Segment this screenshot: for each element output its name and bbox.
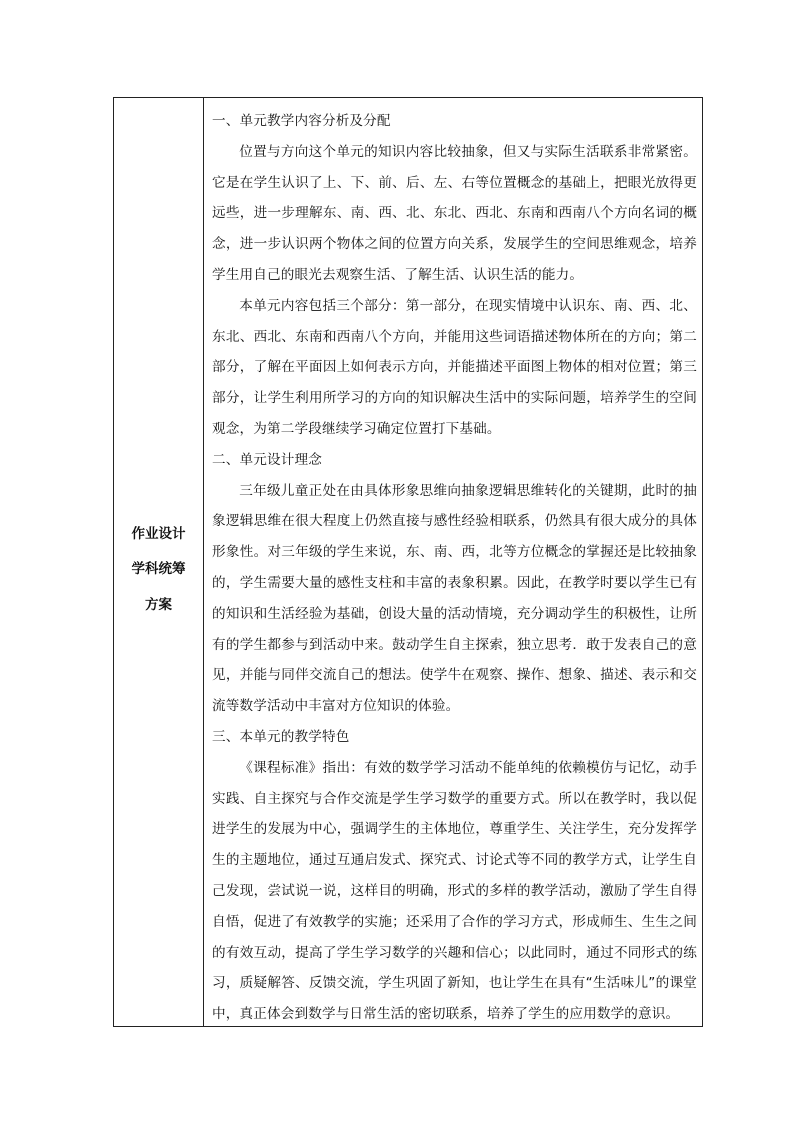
row-label-line-1: 作业设计: [131, 525, 186, 542]
row-label-line-2: 学科统筹: [131, 561, 186, 578]
section-heading-3: 三、本单元的教学特色: [212, 728, 350, 745]
content-cell: [204, 98, 702, 1026]
section-3-paragraph-1: 《课程标准》指出：有效的数学学习活动不能单纯的依赖模仿与记忆，动手实践、自主探究与合作交流是学生学习数学的重要方式。所以在教学时，我以促进学生的发展为中心，强调学生的主体地位，尊重学生、关注学生，充分发挥学生的主题地位，通过互通启发式、探究式、讨论式等不同的教学方式，让学生自己发现，尝试说一说，这样目的明确，形式的多样的教学活动，激励了学生自得自悟，促进了有效教学的实施；还采用了合作的学习方式，形成师生、生生之间的有效互动，提高了学生学习数学的兴趣和信心；以此同时，通过不同形式的练习，质疑解答、反馈交流，学生巩固了新知，也让学生在具有“生活味儿”的课堂中，真正体会到数学与日常生活的密切联系，培养了学生的应用数学的意识。: [212, 759, 697, 1023]
homework-design-table: [113, 97, 703, 1027]
section-1-paragraph-2: 本单元内容包括三个部分：第一部分，在现实情境中认识东、南、西、北、东北、西北、东南和西南八个方向，并能用这些词语描述物体所在的方向；第二部分，了解在平面因上如何表示方向，并能描述平面图上物体的相对位置；第三部分，让学生利用所学习的方向的知识解决生活中的实际问题，培养学生的空间观念，为第二学段继续学习确定位置打下基础。: [212, 297, 697, 437]
section-1-paragraph-1: 位置与方向这个单元的知识内容比较抽象，但又与实际生活联系非常紧密。它是在学生认识了上、下、前、后、左、右等位置概念的基础上，把眼光放得更远些，进一步理解东、南、西、北、东北、西北、东南和西南八个方向名词的概念，进一步认识两个物体之间的位置方向关系，发展学生的空间思维观念，培养学生用自己的眼光去观察生活、了解生活、认识生活的能力。: [212, 143, 697, 283]
section-heading-2: 二、单元设计理念: [212, 451, 322, 468]
section-2-paragraph-1: 三年级儿童正处在由具体形象思维向抽象逻辑思维转化的关键期，此时的抽象逻辑思维在很大程度上仍然直接与感性经验相联系，仍然具有很大成分的具体形象性。对三年级的学生来说，东、南、西，北等方位概念的掌握还是比较抽象的，学生需要大量的感性支柱和丰富的表象积累。因此，在教学时要以学生已有的知识和生活经验为基础，创设大量的活动情境，充分调动学生的积极性，让所有的学生都参与到活动中来。鼓动学生自主探索，独立思考．敢于发表自己的意见，并能与同伴交流自己的想法。使学牛在观察、操作、想象、描述、表示和交流等数学活动中丰富对方位知识的体验。: [212, 482, 697, 715]
row-label-line-3: 方案: [145, 596, 172, 613]
row-label-cell: [114, 98, 204, 1026]
section-heading-1: 一、单元教学内容分析及分配: [212, 113, 391, 129]
